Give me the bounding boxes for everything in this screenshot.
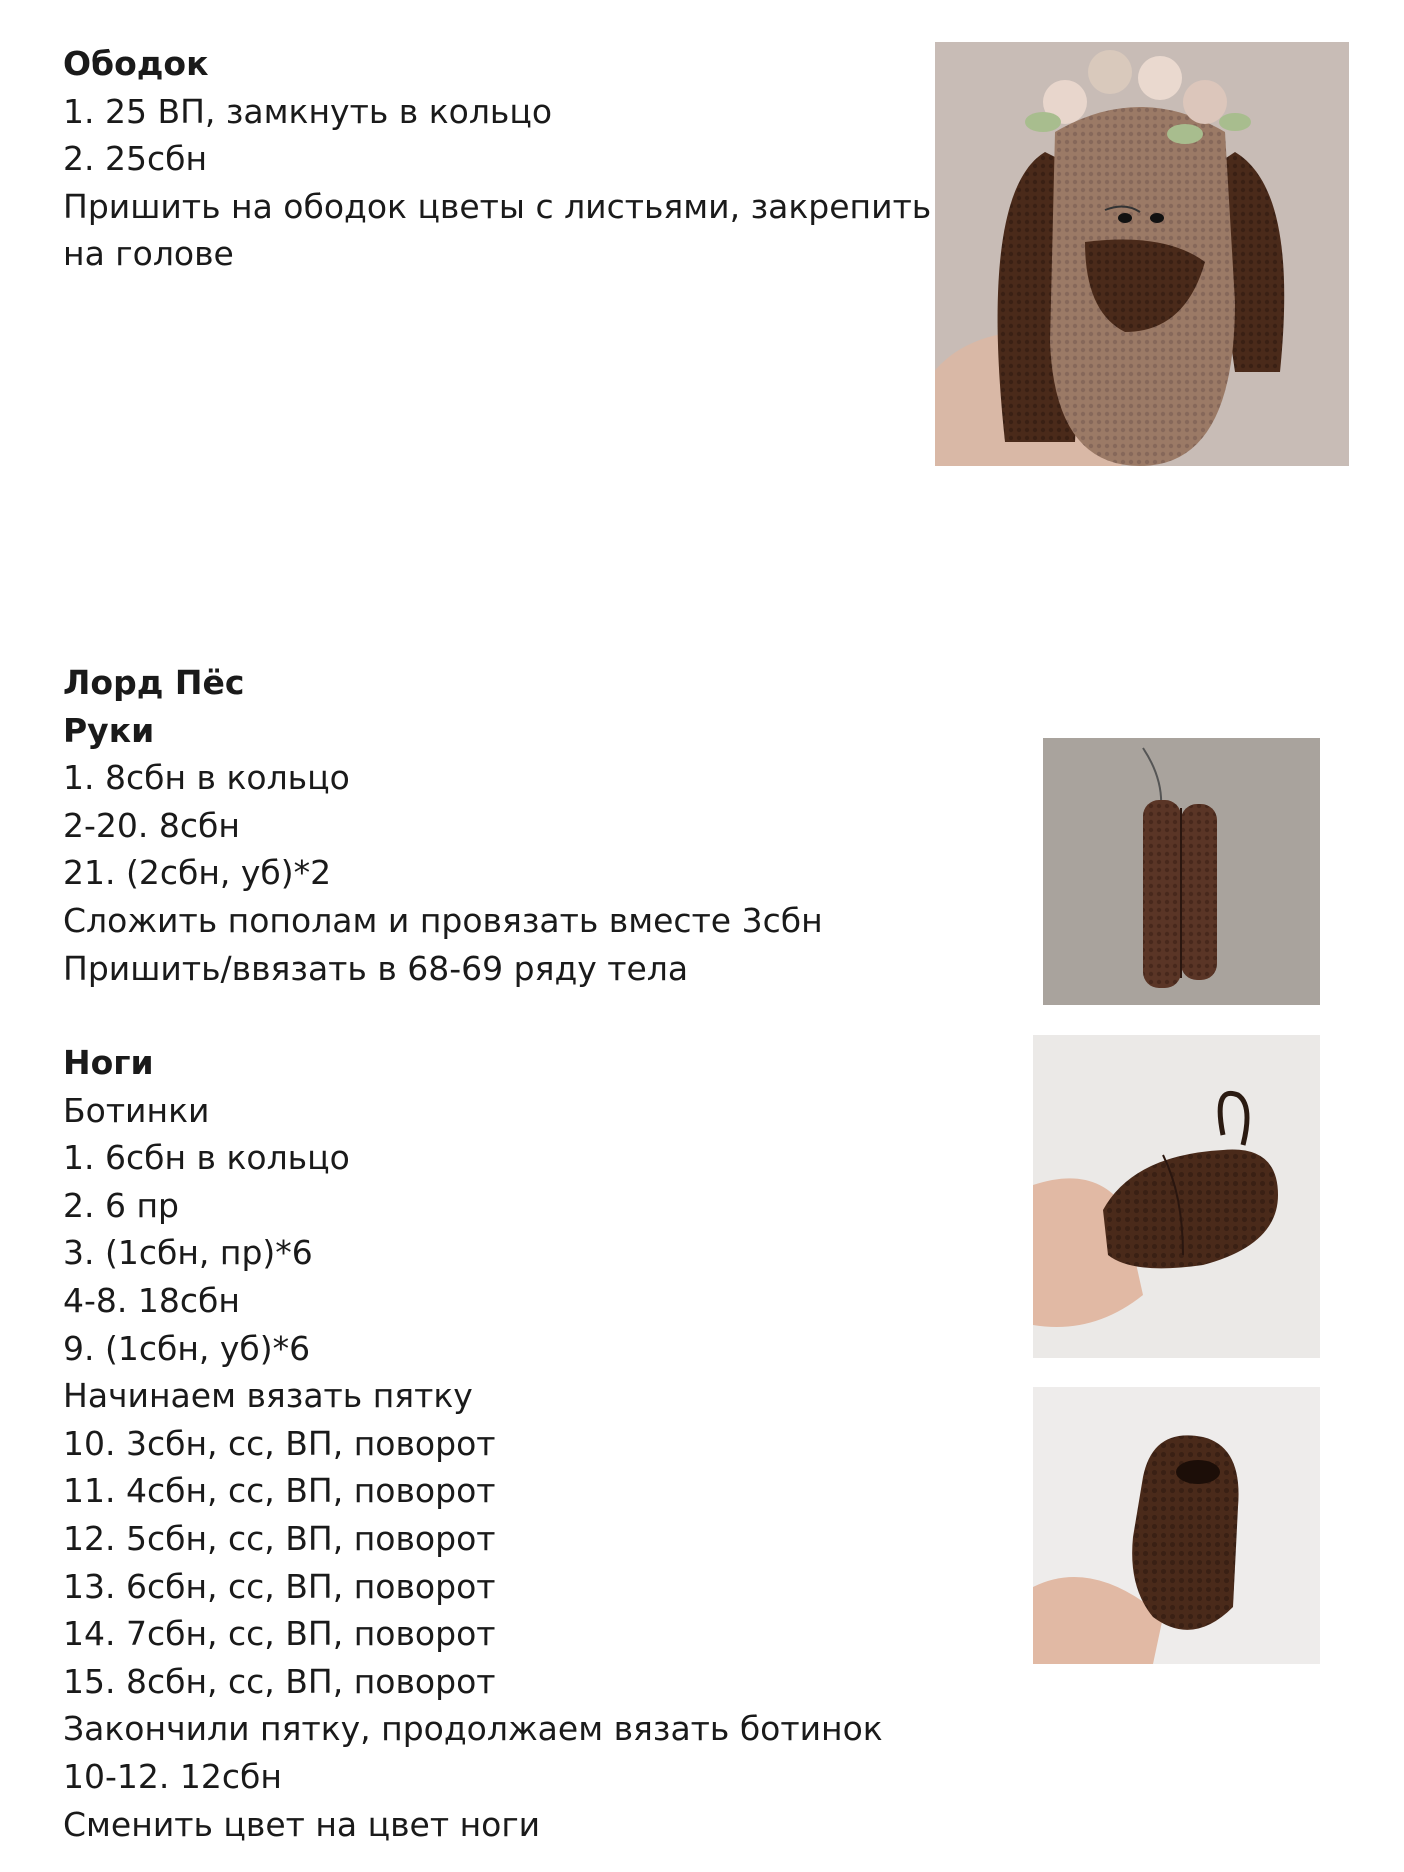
- section-legs: [63, 1039, 883, 1848]
- instruction-line: Ботинки: [63, 1090, 210, 1130]
- instruction-line: Пришить/ввязать в 68-69 ряду тела: [63, 948, 689, 988]
- boot-heel-photo: [1033, 1387, 1320, 1664]
- instruction-line: 14. 7сбн, сс, ВП, поворот: [63, 1614, 496, 1654]
- instruction-line: 10. 3сбн, сс, ВП, поворот: [63, 1423, 496, 1463]
- instruction-line: 15. 8сбн, сс, ВП, поворот: [63, 1661, 496, 1701]
- boot-photo: [1033, 1035, 1320, 1358]
- instruction-line: 1. 25 ВП, замкнуть в кольцо: [63, 91, 553, 131]
- instruction-line: 2. 25сбн: [63, 139, 208, 179]
- instruction-line: 2-20. 8сбн: [63, 805, 240, 845]
- doc-title: Лорд Пёс: [63, 663, 245, 702]
- arms-photo: [1043, 738, 1320, 1005]
- instruction-line: Начинаем вязать пятку: [63, 1376, 473, 1416]
- instruction-line: Пришить на ободок цветы с листьями, закрепить: [63, 186, 932, 226]
- instruction-line: на голове: [63, 234, 234, 274]
- section-title: Руки: [63, 710, 155, 750]
- instruction-line: 11. 4сбн, сс, ВП, поворот: [63, 1471, 496, 1511]
- instruction-line: 13. 6сбн, сс, ВП, поворот: [63, 1566, 496, 1606]
- section-title: Ободок: [63, 44, 209, 83]
- instruction-line: Сложить пополам и провязать вместе 3сбн: [63, 900, 823, 940]
- instruction-line: Сменить цвет на цвет ноги: [63, 1804, 541, 1844]
- instruction-line: 3. (1сбн, пр)*6: [63, 1233, 313, 1273]
- instruction-line: 2. 6 пр: [63, 1185, 179, 1225]
- section-headband: [63, 40, 931, 278]
- section-arms: [63, 659, 823, 992]
- instruction-line: 4-8. 18сбн: [63, 1280, 240, 1320]
- instruction-line: 10-12. 12сбн: [63, 1756, 282, 1796]
- instruction-line: 21. (2сбн, уб)*2: [63, 853, 332, 893]
- section-title: Ноги: [63, 1043, 154, 1082]
- instruction-line: Закончили пятку, продолжаем вязать ботинок: [63, 1709, 883, 1749]
- instruction-line: 9. (1сбн, уб)*6: [63, 1328, 311, 1368]
- instruction-line: 1. 6сбн в кольцо: [63, 1138, 350, 1178]
- instruction-line: 12. 5сбн, сс, ВП, поворот: [63, 1518, 496, 1558]
- dog-head-photo: [935, 42, 1349, 466]
- instruction-line: 1. 8сбн в кольцо: [63, 758, 350, 798]
